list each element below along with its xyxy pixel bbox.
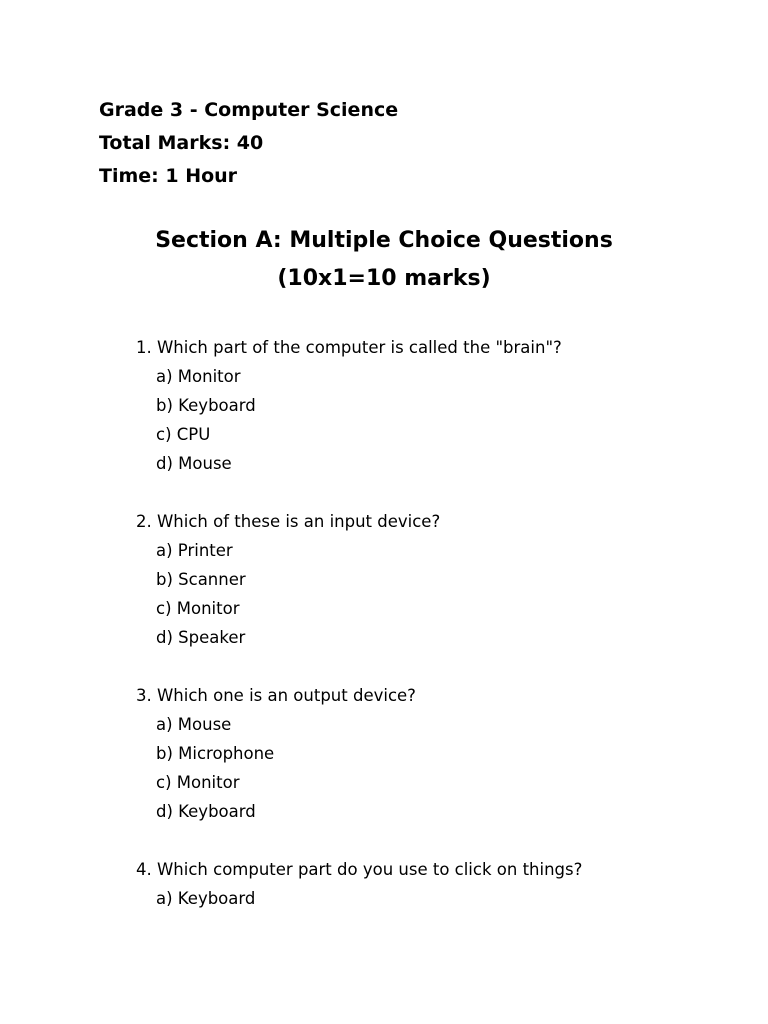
option-c: c) CPU [156, 425, 211, 444]
option-d: d) Keyboard [156, 802, 256, 821]
question-list [136, 333, 582, 942]
option-a: a) Printer [156, 541, 233, 560]
option-a: a) Monitor [156, 367, 241, 386]
option-b: b) Microphone [156, 744, 275, 763]
option-c: c) Monitor [156, 773, 240, 792]
option-c: c) Monitor [156, 599, 240, 618]
question-text: 4. Which computer part do you use to click on things? [136, 860, 583, 879]
question-2 [136, 507, 582, 652]
option-b: b) Keyboard [156, 396, 256, 415]
question-4 [136, 855, 582, 913]
option-d: d) Mouse [156, 454, 232, 473]
section-title: Section A: Multiple Choice Questions (10x1=10 marks) [155, 228, 613, 291]
total-marks-line: Total Marks: 40 [99, 132, 264, 154]
option-a: a) Mouse [156, 715, 232, 734]
document-header [99, 94, 398, 193]
question-text: 2. Which of these is an input device? [136, 512, 441, 531]
option-a: a) Keyboard [156, 889, 256, 908]
grade-subject-line: Grade 3 - Computer Science [99, 99, 399, 121]
option-b: b) Scanner [156, 570, 246, 589]
question-1 [136, 333, 582, 478]
question-text: 1. Which part of the computer is called the "brain"? [136, 338, 562, 357]
question-3 [136, 681, 582, 826]
question-text: 3. Which one is an output device? [136, 686, 416, 705]
option-d: d) Speaker [156, 628, 246, 647]
time-line: Time: 1 Hour [99, 165, 238, 187]
